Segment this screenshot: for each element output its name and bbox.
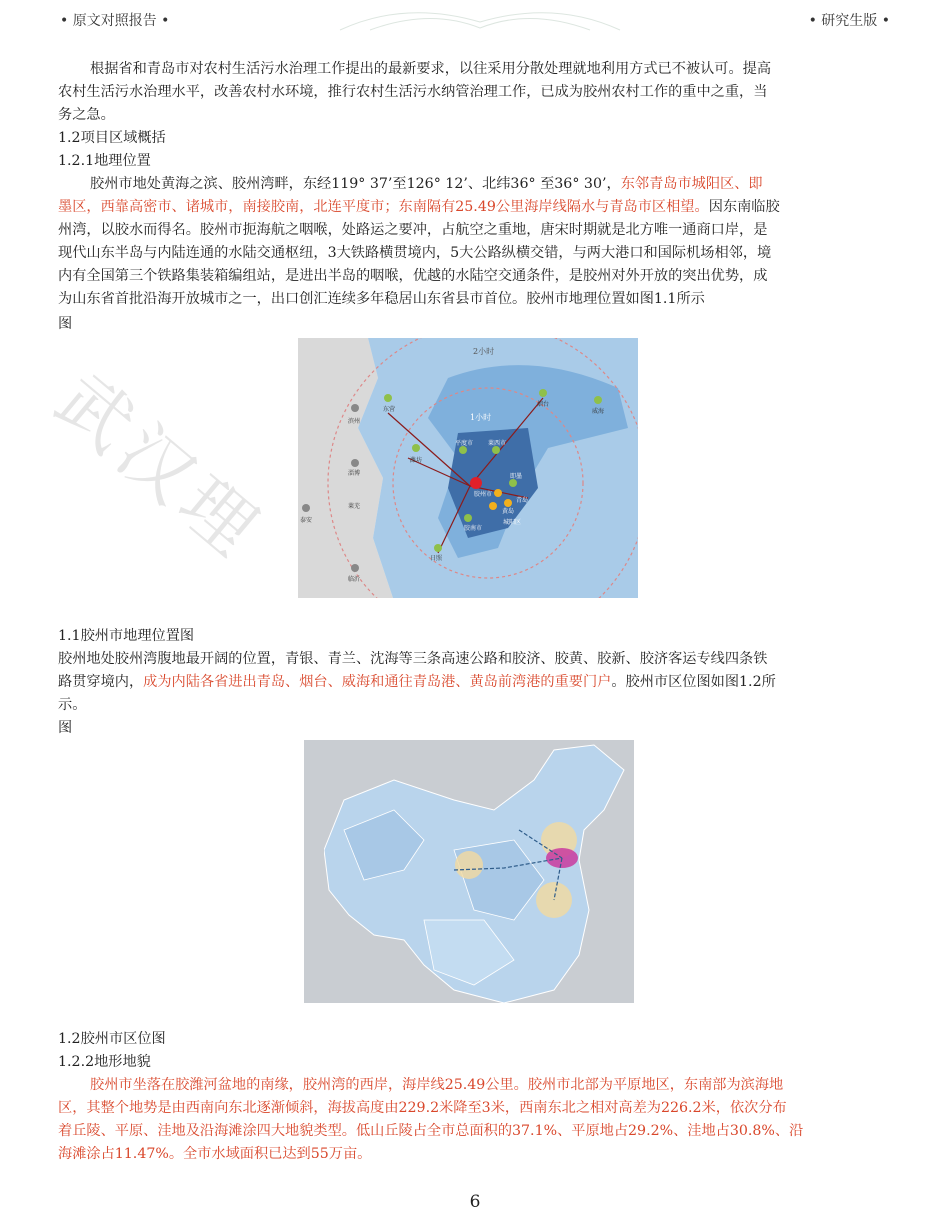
- ring-inner-label: 1小时: [470, 413, 492, 422]
- section-heading: 1.2项目区域概括: [58, 130, 166, 146]
- paragraph-line: 为山东省首批沿海开放城市之一，出口创汇连续多年稳居山东省县市首位。胶州市地理位置如图1.1所示: [58, 291, 705, 307]
- subsection-heading: 1.2.1地理位置: [58, 153, 151, 169]
- text-span: 因东南临胶: [708, 199, 780, 215]
- paragraph-line: 务之急。: [58, 107, 115, 123]
- text-span: 胶州市地处黄海之滨、胶州湾畔，东经119° 37’至126° 12’、北纬36° 至36° 30’，: [90, 176, 621, 192]
- highlight-span: 东邻青岛市城阳区、即: [620, 176, 763, 192]
- city-label: 临沂: [348, 576, 361, 583]
- paragraph-line: 州湾，以胶水而得名。胶州市扼海航之咽喉，处路运之要冲，占航空之重地，唐宋时期就是北方唯一通商口岸，是: [58, 222, 768, 238]
- city-label: 泰安: [300, 517, 313, 524]
- highlight-span: 墨区，西靠高密市、诸城市，南接胶南，北连平度市；东南隔有25.49公里海岸线隔水与青岛市区相望。: [58, 199, 709, 215]
- city-label: 莱芜: [348, 503, 361, 510]
- city-label: 黄岛: [502, 508, 515, 515]
- header-left: • 原文对照报告 •: [60, 13, 170, 29]
- city-label: 胶南市: [464, 525, 483, 532]
- figure-caption: 1.2胶州市区位图: [58, 1031, 166, 1047]
- city-label: 东营: [383, 406, 396, 413]
- city-label: 莱西市: [488, 440, 507, 447]
- city-label: 即墨: [510, 473, 523, 480]
- city-label: 威海: [592, 408, 605, 415]
- figure-caption: 1.1胶州市地理位置图: [58, 628, 195, 644]
- paragraph-line: 内有全国第三个铁路集装箱编组站，是进出半岛的咽喉，优越的水陆空交通条件，是胶州对外开放的突出优势，成: [58, 268, 768, 284]
- city-label: 青岛: [516, 497, 529, 504]
- page-number: 6: [469, 1192, 481, 1212]
- paragraph-line: 着丘陵、平原、洼地及沿海滩涂四大地貌类型。低山丘陵占全市总面积的37.1%、平原地占29.2%、洼地占30.8%、沿: [58, 1123, 804, 1139]
- ring-outer-label: 2小时: [473, 347, 495, 356]
- city-label: 城阳区: [503, 519, 522, 526]
- header-ornament: [330, 0, 630, 34]
- paragraph-line: 海滩涂占11.47%。全市水域面积已达到55万亩。: [58, 1146, 372, 1162]
- city-label: 胶州市: [474, 491, 493, 498]
- jiaozhou-regional-map: [304, 740, 634, 1003]
- paragraph-line: 示。: [58, 697, 87, 713]
- city-label: 日照: [430, 555, 443, 562]
- paragraph-line: 现代山东半岛与内陆连通的水陆交通枢纽，3大铁路横贯境内，5大公路纵横交错，与两大港口和国际机场相邻，境: [58, 245, 772, 261]
- city-label: 潍坊: [410, 457, 423, 464]
- city-label: 平度市: [455, 440, 474, 447]
- text-span: 路贯穿境内，: [58, 674, 144, 690]
- figure-label: 图: [58, 720, 73, 736]
- figure-label: 图: [58, 316, 73, 332]
- text-span: 。胶州市区位图如图1.2所: [611, 674, 776, 690]
- paragraph-line: 胶州市坐落在胶潍河盆地的南缘，胶州湾的西岸，海岸线25.49公里。胶州市北部为平原地区，东南部为滨海地: [90, 1077, 784, 1093]
- jiaozhou-location-map: [298, 338, 638, 598]
- header-right: • 研究生版 •: [808, 13, 890, 29]
- city-label: 淄博: [348, 470, 361, 477]
- paragraph-line: 根据省和青岛市对农村生活污水治理工作提出的最新要求，以往采用分散处理就地利用方式已不被认可。提高: [90, 61, 772, 77]
- paragraph-line: 农村生活污水治理水平，改善农村水环境，推行农村生活污水纳管治理工作，已成为胶州农村工作的重中之重，当: [58, 84, 768, 100]
- city-label: 烟台: [537, 401, 550, 408]
- paragraph-line: [90, 173, 763, 196]
- paragraph-line: [58, 196, 780, 219]
- subsection-heading: 1.2.2地形地貌: [58, 1054, 151, 1070]
- watermark: 武汉理: [40, 357, 279, 576]
- paragraph-line: [58, 671, 776, 694]
- highlight-span: 成为内陆各省进出青岛、烟台、威海和通往青岛港、黄岛前湾港的重要门户: [143, 674, 612, 690]
- city-label: 滨州: [348, 418, 361, 425]
- paragraph-line: 区，其整个地势是由西南向东北逐渐倾斜，海拔高度由229.2米降至3米，西南东北之相对高差为226.2米，依次分布: [58, 1100, 787, 1116]
- paragraph-line: 胶州地处胶州湾腹地最开阔的位置，青银、青兰、沈海等三条高速公路和胶济、胶黄、胶新、胶济客运专线四条铁: [58, 651, 768, 667]
